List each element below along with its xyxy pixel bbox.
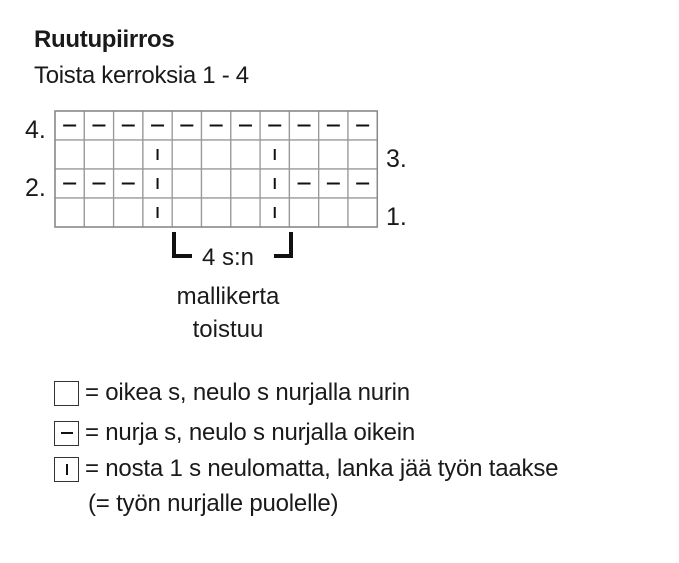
legend-text-purl: = nurja s, neulo s nurjalla oikein (85, 419, 416, 446)
chart-cell (172, 140, 201, 169)
chart-cell (172, 169, 201, 198)
chart-cell (55, 140, 84, 169)
chart-cell (348, 140, 377, 169)
chart-cell (114, 140, 143, 169)
chart-cell (202, 140, 231, 169)
chart-cell (202, 198, 231, 227)
chart-cell (55, 198, 84, 227)
row-label-2: 2. (25, 174, 46, 202)
chart-cell (231, 169, 260, 198)
chart-cell (289, 140, 318, 169)
chart-cell (319, 140, 348, 169)
chart-cell (289, 198, 318, 227)
legend-item-knit (54, 378, 410, 408)
legend-text-slip-continuation: (= työn nurjalle puolelle) (88, 490, 339, 517)
legend-item-slip (54, 454, 558, 484)
chart-cell (319, 198, 348, 227)
row-label-1: 1. (386, 203, 407, 231)
legend-text-slip: = nosta 1 s neulomatta, lanka jää työn taakse (85, 455, 559, 482)
chart-cell (172, 198, 201, 227)
chart-cell (231, 198, 260, 227)
chart-cell (114, 198, 143, 227)
repeat-label-count: 4 s:n (201, 244, 255, 271)
repeat-label-pattern: mallikerta (176, 283, 280, 310)
chart-cell (231, 140, 260, 169)
chart-cell (84, 198, 113, 227)
chart-title: Ruutupiirros (34, 26, 175, 53)
chart-cell (202, 169, 231, 198)
empty-square-icon (54, 381, 79, 406)
chart-cell (84, 140, 113, 169)
row-label-3: 3. (386, 145, 407, 173)
repeat-label-repeats: toistuu (192, 316, 264, 343)
legend-text-knit: = oikea s, neulo s nurjalla nurin (85, 379, 410, 406)
chart-subtitle: Toista kerroksia 1 - 4 (34, 62, 249, 89)
row-label-4: 4. (25, 116, 46, 144)
chart-cell (348, 198, 377, 227)
bar-square-icon (54, 457, 79, 482)
chart-grid (55, 111, 377, 227)
legend-item-purl (54, 418, 415, 448)
dash-square-icon (54, 421, 79, 446)
